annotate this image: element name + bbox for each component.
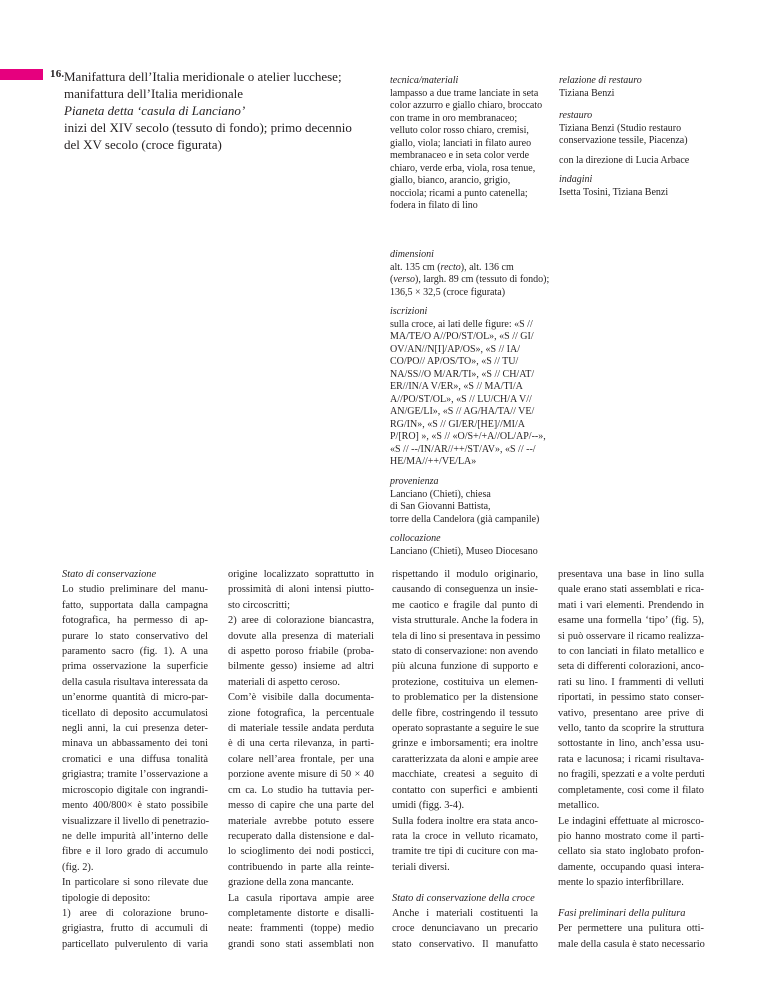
direzione-line [559,155,689,168]
dimensioni-text: ), alt. 136 cm [460,261,514,273]
body-text-line: completamente distorte e disalli- [228,907,374,919]
body-text-line: mente lo spazio interfibrillare. [558,877,684,889]
tecnica-line: giallo, bianco, arancio, grigio, [390,175,511,186]
body-text-line: fotografica, ha permesso di ap- [62,615,208,627]
body-text-line: quale erano stati assemblati e rica- [558,584,704,596]
restauro-section [559,110,688,148]
body-column-4 [558,567,704,952]
dimensioni-line [390,274,549,287]
iscrizioni-line: CO/PO// AP/OS/TO», «S // TU/ [390,356,519,367]
body-text-line: Le indagini effettuate al microsco- [558,815,704,827]
restauro-label: restauro [559,110,593,121]
tecnica-line: con trame in oro membranaceo; [390,112,518,124]
tecnica-line: color azzurro e giallo chiaro, broccato [390,100,543,111]
body-text-line: pio hanno mostrato come il parti- [558,830,704,842]
collocazione-label: collocazione [390,533,441,544]
dimensioni-verso: verso [393,274,416,285]
tecnica-label: tecnica/materiali [390,75,459,86]
provenienza-line: torre della Candelora (già campanile) [390,513,540,525]
body-text-line: to con lanciati in filato metallico e [558,646,704,658]
iscrizioni-label: iscrizioni [390,306,428,317]
iscrizioni-line: OV/AN//N[I]/AP/OS», «S // IA/ [390,343,521,355]
body-text-line: grandi sono stati assemblati non [228,938,374,950]
body-text-line: purare lo stato conservativo del [62,630,208,642]
body-text-line: stato conservativo. Il manufatto [392,938,538,950]
body-text-line: ticellato di deposito accumulatosi [62,707,208,719]
title-line-object-name: Pianeta detta ‘casula di Lanciano’ [64,103,246,118]
body-text-line: Per permettere una pulitura otti- [558,923,704,935]
provenienza-label: provenienza [390,476,439,487]
dimensioni-text: alt. 135 cm ( [390,261,441,273]
iscrizioni-line: AN/GE/LI», «S // AG/HA/TA// VE/ [390,406,535,417]
body-text-line: fatto, supportata dalla campagna [62,599,208,611]
body-text-line: vista strutturale. Anche la fodera in [392,615,538,627]
body-text-line: colare nell’area frontale, per una [228,753,374,765]
restauro-line: Tiziana Benzi (Studio restauro [559,122,682,134]
body-text-line: recuperato dalla distensione e dal- [228,830,374,842]
indagini-value: Isetta Tosini, Tiziana Benzi [559,186,669,198]
body-text-line: esame una formella ‘tipo’ (fig. 5), [558,615,704,627]
accent-bar [0,69,43,80]
iscrizioni-line: RG/IN», «S // GI/ER/[HE]//MI/A [390,418,525,430]
collocazione-section [390,533,538,558]
body-text-line: no fragili, spezzati e a volte perduti [558,769,705,781]
body-text-line: to problematico per la distensione [392,692,538,704]
dimensioni-line: 136,5 × 32,5 (croce figurata) [390,286,506,298]
body-text-line: contatto con superfici e ambienti [392,784,538,796]
body-text-line: Anche i materiali costituenti la [392,907,538,919]
indagini-label: indagini [559,174,593,185]
body-text-line: un’enorme quantità di micro-par- [62,692,208,704]
body-text-line: male della casula è stato necessario [558,938,705,950]
body-text-line: Sulla fodera inoltre era stata anco- [392,815,538,827]
iscrizioni-line: NA/SS//O M/AR/TI», «S // CH/AT/ [390,368,535,380]
iscrizioni-line: MA/TE/O A//PO/ST/OL», «S // GI/ [390,331,534,342]
body-text-line: prima osservazione la superficie [62,661,208,673]
body-text-line: tela di lino si presentava in pessimo [392,630,541,642]
body-text-line: dovute alla presenza di materiali [228,630,374,642]
tecnica-line: membranaceo e in seta color verde [390,150,530,161]
body-text-line: sottostante in lino, anch’essa usu- [558,738,704,750]
body-text-line: grigiastra, frutto di accumuli di [62,923,208,935]
body-text-line: minava un abbassamento dei toni [62,738,208,750]
iscrizioni-line: HE/MA//++/VE/LA» [390,456,477,467]
body-text-line: cromatici e una diffusa tonalità [62,753,208,765]
body-text-line: rati su lino. I frammenti di velluti [558,676,704,688]
body-text-line: ne delle impurità all’interno delle [62,830,208,842]
paragraph-gap [558,891,704,906]
body-text-line: vello, tanto da scoprire la struttura [558,723,704,735]
body-text-line: cm ca. Lo studio ha tuttavia per- [228,784,374,796]
body-text-line: grigiastra; tramite l’osservazione a [62,769,208,781]
iscrizioni-line: sulla croce, ai lati delle figure: «S // [390,318,533,330]
indagini-section [559,174,668,199]
body-text-line: visualizzare il livello di penetrazio- [62,815,210,827]
dimensioni-label: dimensioni [390,249,434,260]
body-text-line: operato soprastante a seguire le sue [392,723,539,735]
body-text-line: tipologie di deposito: [62,892,151,904]
body-text-line: presentava una base in lino sulla [558,569,704,580]
body-text-line: rata e lacunosa; i ricami risultava- [558,753,704,765]
body-text-line: mati i vari elementi. Prendendo in [558,599,704,611]
body-text-line: grinze e imborsamenti; era inoltre [392,738,538,750]
body-text-line: 1) aree di colorazione bruno- [62,907,208,919]
body-text-line: 2) aree di colorazione biancastra, [228,615,374,627]
entry-title [64,68,364,153]
body-text-line: me caotico e fragile dal punto di [392,599,538,611]
body-text-line: sto circoscritti; [228,599,291,611]
title-line: del XV secolo (croce figurata) [64,137,222,152]
body-text-line: particellato pulverulento di varia [62,938,208,950]
body-text-line: della casula risultava interessata da [62,676,208,688]
body-text-line: più alcuna funzione di supporto e [392,661,538,673]
body-text-line: origine localizzato soprattutto in [228,569,374,580]
body-text-line: materiale avrebbe potuto essere [228,815,374,827]
provenienza-line: Lanciano (Chieti), chiesa [390,488,491,500]
title-line: Manifattura dell’Italia meridionale o atelier lucchese; [64,69,342,84]
relazione-label: relazione di restauro [559,75,642,86]
body-text-line: delle fibre, costringendo il tessuto [392,707,538,719]
iscrizioni-line: P/[RO] », «S // «O/S+/+A//OL/AP/--», [390,431,546,442]
paragraph-gap [392,875,538,890]
body-text-line: rispettando il modulo originario, [392,569,538,580]
body-text-line: neate: frammenti (toppe) medio [228,923,374,935]
iscrizioni-line: ER//IN/A V/ER», «S // MA/TI/A [390,381,523,392]
body-text-line: metallico. [558,800,600,812]
direzione-value: con la direzione di Lucia Arbace [559,155,690,166]
body-column-3 [392,567,541,952]
body-text-line: (fig. 2). [62,861,94,873]
tecnica-line: velluto color rosso chiaro, cremisi, [390,125,529,136]
body-text-line: damente, occupando quasi intera- [558,861,704,873]
tecnica-line: giallo, viola; lanciati in filato aureo [390,137,532,149]
body-text-line: microscopio digitale con ingrandi- [62,784,208,796]
dimensioni-line [390,262,549,275]
body-text-line: contribuendo in parte alla reinte- [228,861,374,873]
body-text-line: prossimità di aloni intensi piutto- [228,584,374,596]
body-text-line: si può osservare il ricamo realizza- [558,630,704,642]
body-text-line: bilmente gesso) insieme ad altri [228,661,374,673]
body-column-1 [62,567,208,952]
body-column-2 [228,567,374,952]
body-text-line: seta di differenti colorazioni, anco- [558,661,704,673]
section-heading: Stato di conservazione [62,569,157,580]
body-text-line: umidi (figg. 3-4). [392,800,465,812]
dimensioni-section [390,249,549,299]
dimensioni-text: ( [390,274,394,285]
body-text-line: croce denunciavano un precario [392,923,538,935]
body-text-line: protezione, costituiva un elemen- [392,676,538,688]
section-heading: Fasi preliminari della pulitura [558,907,686,919]
section-heading: Stato di conservazione della croce [392,892,535,904]
body-text-line: tramite tre tipi di cuciture con ma- [392,846,538,858]
body-text-line: In particolare si sono rilevate due [62,877,208,889]
collocazione-value: Lanciano (Chieti), Museo Diocesano [390,545,538,557]
tecnica-line: nocciola; ricami a punto catenella; [390,187,528,199]
body-text-line: grazione della zona mancante. [228,877,354,889]
body-text-line: messo di capire che una parte del [228,800,374,812]
body-text-line: vativo, presentano aree prive di [558,707,704,719]
body-text-line: è di una certa rilevanza, in parti- [228,738,374,750]
body-text-line: fibre e il loro grado di accumulo [62,846,208,858]
body-text-line: rata la croce in velluto ricamato, [392,830,538,842]
iscrizioni-section [390,306,546,469]
body-text-line: zione fotografica, la percentuale [228,707,374,719]
dimensioni-text: ), largh. 89 cm (tessuto di fondo); [415,274,550,285]
restauro-line: conservazione tessile, Piacenza) [559,135,688,146]
provenienza-section [390,476,539,526]
body-text-line: Com’è visibile dalla documenta- [228,692,374,704]
body-text-line: Lo studio preliminare del manu- [62,584,208,596]
iscrizioni-line: A//PO/ST/OL», «S // LU/CH/A V// [390,393,532,405]
body-text-line: teriali diversi. [392,861,450,873]
body-text-line: macchiate, createsi a seguito di [392,769,538,781]
tecnica-line: chiaro, verde erba, viola, rosa tenue, [390,162,536,174]
entry-number: 16. [50,68,65,80]
body-text-line: paramento sacro (fig. 1). A una [62,646,208,658]
tecnica-line: lampasso a due trame lanciate in seta [390,87,539,99]
title-line: manifattura dell’Italia meridionale [64,86,244,101]
title-line: inizi del XIV secolo (tessuto di fondo); primo decennio [64,120,352,135]
body-text-line: di aspetto poroso friabile (proba- [228,646,374,658]
body-text-line: mento 400/800× è stato possibile [62,800,208,812]
body-text-line: di materiale tessile andata perduta [228,723,374,735]
body-text-line: stato di conservazione: non avendo [392,646,539,658]
body-text-line: completamente, così come il filato [558,784,704,796]
tecnica-section [390,75,542,213]
relazione-value: Tiziana Benzi [559,87,615,99]
body-text-line: La casula riportava ampie aree [228,892,374,904]
iscrizioni-line: «S // --/IN/AR//++/ST/AV», «S // --/ [390,443,536,455]
body-text-line: negli anni, la cui presenza deter- [62,723,208,735]
dimensioni-recto: recto [440,261,461,273]
body-text-line: caratterizzata da aloni e ampie aree [392,753,539,765]
body-text-line: porzione avente misure di 50 × 40 [228,769,374,781]
body-text-line: cellato sia stato inglobato profon- [558,846,704,858]
provenienza-line: di San Giovanni Battista, [390,501,491,512]
tecnica-line: fodera in filato di lino [390,200,478,211]
relazione-section [559,75,642,100]
body-text-line: lo scioglimento dei nodi posticci, [228,846,374,858]
body-text-line: causando di conseguenza un insie- [392,584,538,596]
body-text-line: riportati, in pessimo stato conser- [558,692,704,704]
body-text-line: materiali di aspetto ceroso. [228,676,340,688]
